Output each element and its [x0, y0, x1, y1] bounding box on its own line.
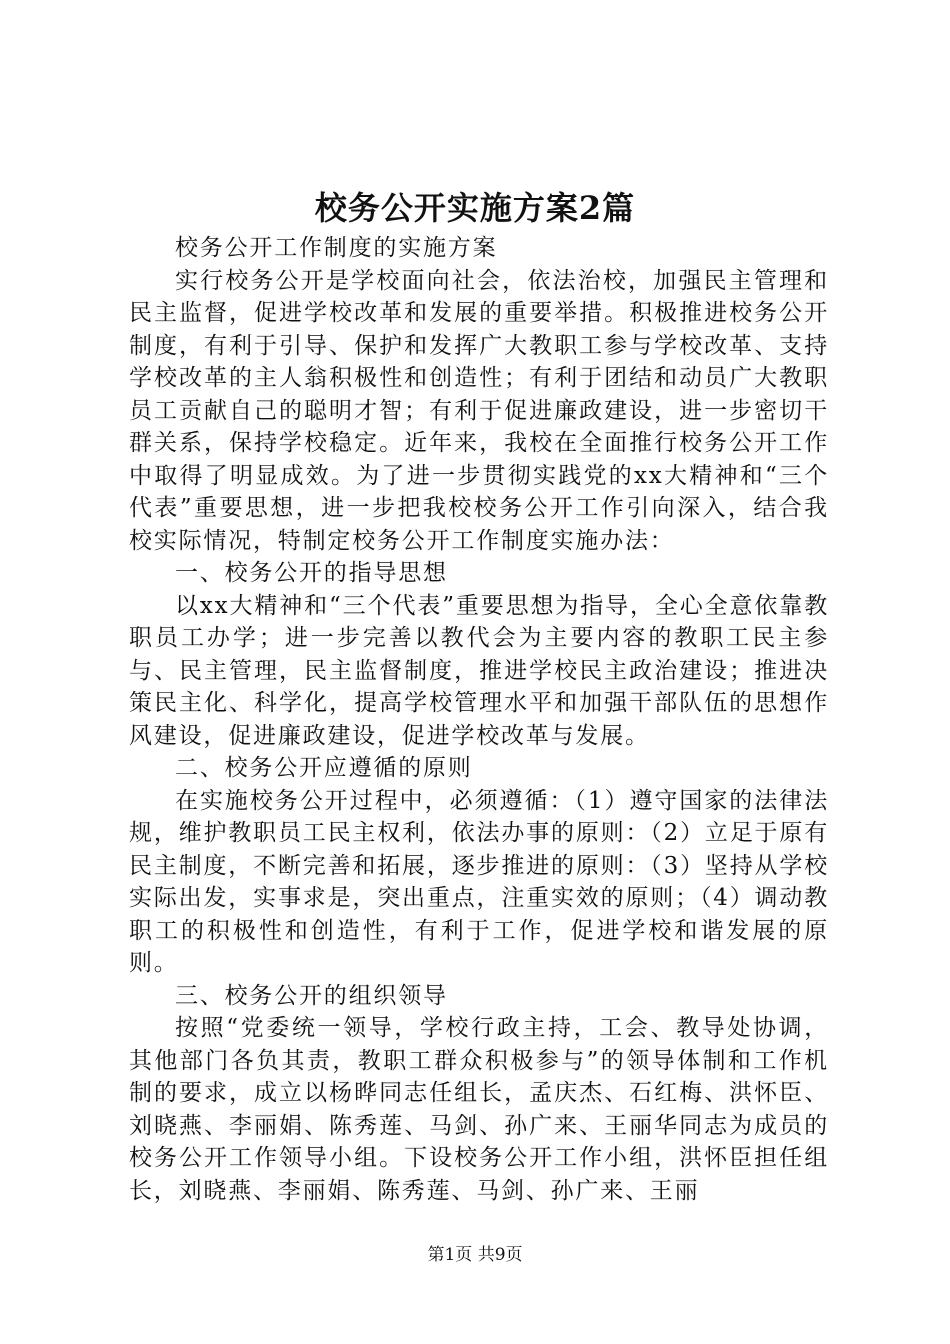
- document-title: 校务公开实施方案2篇: [314, 189, 636, 227]
- section-paragraph-1: 以xx大精神和“三个代表”重要思想为指导，全心全意依靠教职员工办学；进一步完善以教代会为主要内容的教职工民主参与、民主管理，民主监督制度，推进学校民主政治建设；推进决策民主化、科学化，提高学校管理水平和加强干部队伍的思想作风建设，促进廉政建设，促进学校改革与发展。: [129, 592, 829, 749]
- document-body: [129, 232, 829, 1207]
- section-paragraph-2: 在实施校务公开过程中，必须遵循：（1）遵守国家的法律法规，维护教职员工民主权利，依法办事的原则：（2）立足于原有民主制度，不断完善和拓展，逐步推进的原则：（3）坚持从学校实际出发，实事求是，突出重点，注重实效的原则；（4）调动教职工的积极性和创造性，有利于工作，促进学校和谐发展的原则。: [129, 787, 829, 976]
- section-subtitle: 校务公开工作制度的实施方案: [175, 235, 498, 261]
- intro-paragraph: 实行校务公开是学校面向社会，依法治校，加强民主管理和民主监督，促进学校改革和发展的重要举措。积极推进校务公开制度，有利于引导、保护和发挥广大教职工参与学校改革、支持学校改革的主人翁积极性和创造性；有利于团结和动员广大教职员工贡献自己的聪明才智；有利于促进廉政建设，进一步密切干群关系，保持学校稳定。近年来，我校在全面推行校务公开工作中取得了明显成效。为了进一步贯彻实践党的xx大精神和“三个代表”重要思想，进一步把我校校务公开工作引向深入，结合我校实际情况，特制定校务公开工作制度实施办法：: [129, 267, 829, 554]
- page-number-footer: 第1页 共9页: [427, 1245, 523, 1265]
- section-heading-3: 三、校务公开的组织领导: [175, 982, 448, 1009]
- section-heading-1: 一、校务公开的指导思想: [175, 560, 448, 586]
- section-paragraph-3: 按照“党委统一领导，学校行政主持，工会、教导处协调，其他部门各负其责，教职工群众积极参与”的领导体制和工作机制的要求，成立以杨晔同志任组长，孟庆杰、石红梅、洪怀臣、刘晓燕、李丽娟、陈秀莲、马剑、孙广来、王丽华同志为成员的校务公开工作领导小组。下设校务公开工作小组，洪怀臣担任组长，刘晓燕、李丽娟、陈秀莲、马剑、孙广来、王丽: [129, 1015, 829, 1204]
- section-heading-2: 二、校务公开应遵循的原则: [175, 755, 473, 781]
